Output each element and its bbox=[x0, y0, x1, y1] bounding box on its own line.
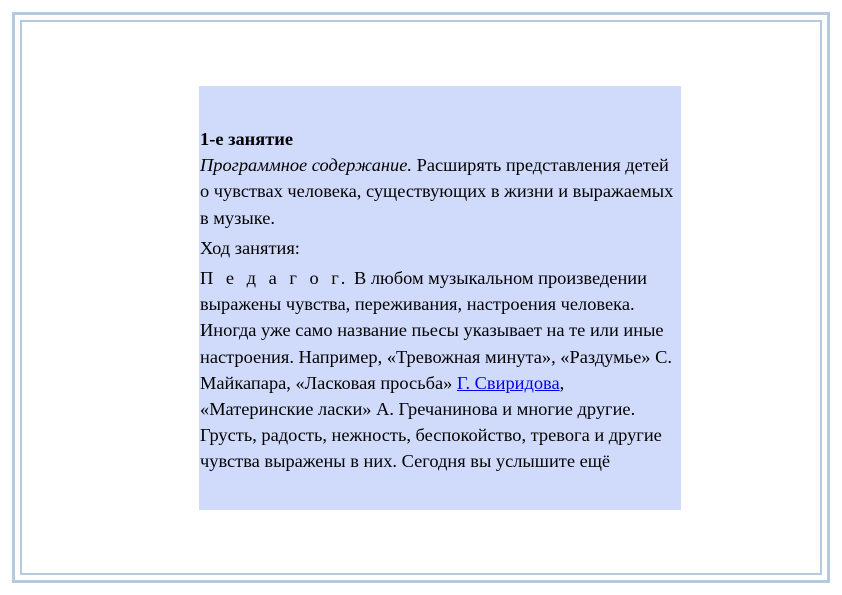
program-paragraph bbox=[200, 152, 679, 231]
teacher-text-continued: , «Материнские ласки» А. Гречанинова и многие другие. Грусть, радость, нежность, беспокойство, тревога и другие чувства выражены в них. Сегодня вы услышите ещё bbox=[200, 372, 662, 472]
teacher-text: В любом музыкальном произведении выражены чувства, переживания, настроения человека. Иногда уже само название пьесы указывает на те или иные настроения. Например, «Тревожная минута», «Раздумье» С. Майкапара, «Ласковая просьба» bbox=[200, 268, 672, 393]
composer-link[interactable]: Г. Свиридова bbox=[456, 372, 560, 393]
program-label: Программное содержание. bbox=[200, 155, 413, 176]
lesson-text-block bbox=[199, 86, 681, 510]
lesson-heading: 1-е занятие bbox=[200, 129, 294, 149]
teacher-speaker: П е д а г о г. bbox=[200, 268, 350, 289]
teacher-paragraph bbox=[200, 265, 679, 475]
program-text: Расширять представления детей о чувствах человека, существующих в жизни и выражаемых в музыке. bbox=[200, 155, 674, 228]
course-label: Ход занятия: bbox=[200, 237, 300, 258]
